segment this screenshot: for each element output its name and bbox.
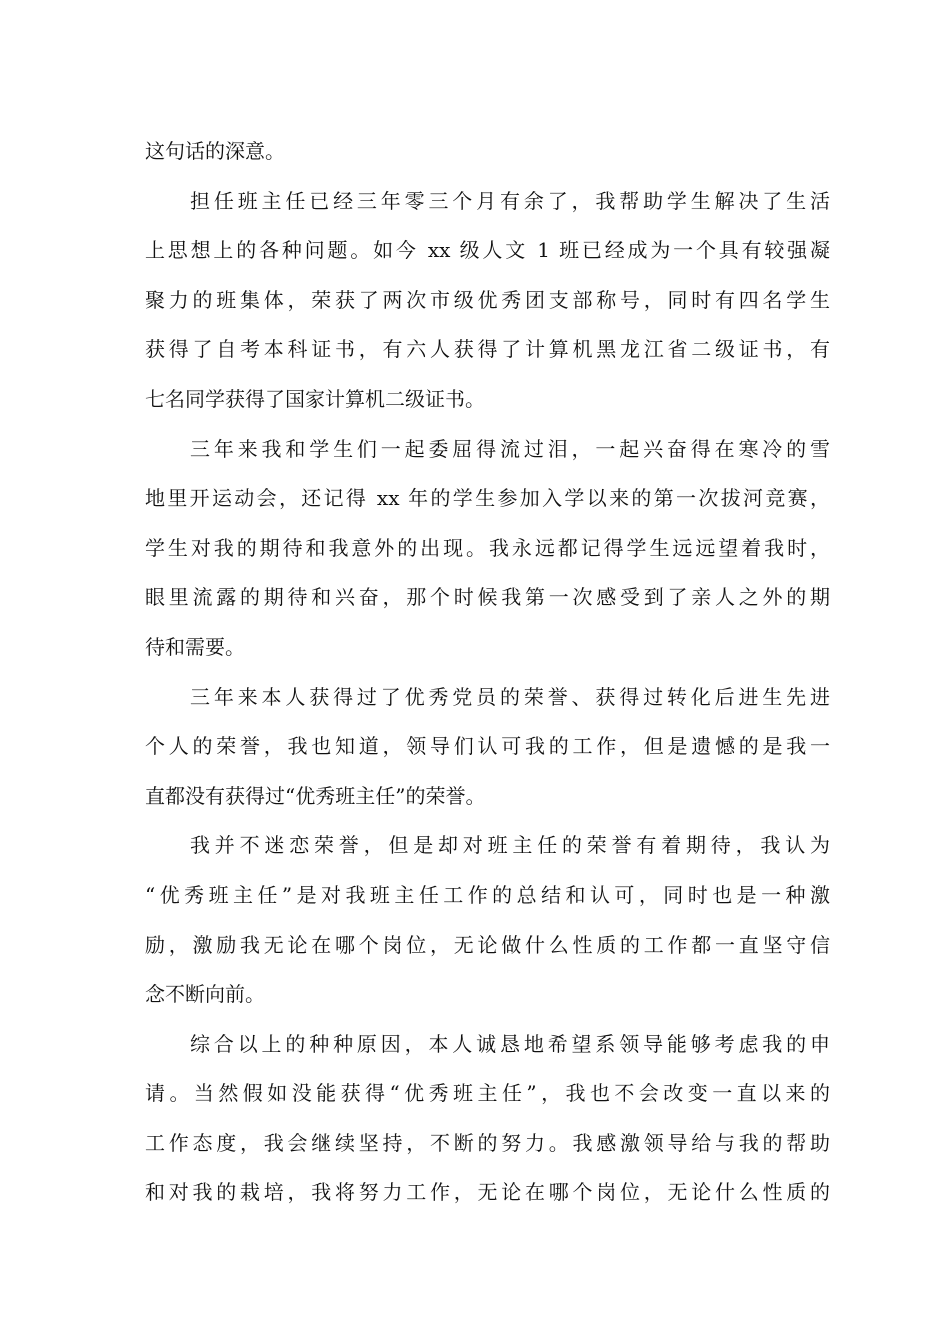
- text-line: 我并不迷恋荣誉，但是却对班主任的荣誉有着期待，我认为: [190, 833, 830, 858]
- text-line: 上思想上的各种问题。如今 xx 级人文 1 班已经成为一个具有较强凝: [145, 238, 830, 263]
- text-line: 聚力的班集体，荣获了两次市级优秀团支部称号，同时有四名学生: [145, 287, 830, 312]
- text-line: 工作态度，我会继续坚持，不断的努力。我感激领导给与我的帮助: [145, 1130, 830, 1155]
- text-line: 地里开运动会，还记得 xx 年的学生参加入学以来的第一次拔河竞赛，: [145, 486, 830, 511]
- text-line: 这句话的深意。: [145, 139, 285, 163]
- text-line: 眼里流露的期待和兴奋，那个时候我第一次感受到了亲人之外的期: [145, 585, 830, 610]
- text-line: 待和需要。: [145, 634, 245, 659]
- text-line: “优秀班主任”是对我班主任工作的总结和认可，同时也是一种激: [145, 882, 830, 907]
- paragraph: [145, 821, 830, 1019]
- text-line: 和对我的栽培，我将努力工作，无论在哪个岗位，无论什么性质的: [145, 1180, 830, 1205]
- text-line: 学生对我的期待和我意外的出现。我永远都记得学生远远望着我时，: [145, 535, 830, 560]
- text-line: 三年来本人获得过了优秀党员的荣誉、获得过转化后进生先进: [190, 684, 830, 709]
- paragraph: [145, 177, 830, 425]
- paragraph: [145, 425, 830, 673]
- text-line: 直都没有获得过“优秀班主任”的荣誉。: [145, 783, 486, 808]
- text-line: 三年来我和学生们一起委屈得流过泪，一起兴奋得在寒冷的雪: [190, 436, 830, 461]
- text-line: 念不断向前。: [145, 982, 265, 1007]
- text-line: 七名同学获得了国家计算机二级证书。: [145, 386, 485, 411]
- document-body: [145, 127, 830, 1218]
- text-line: 请。当然假如没能获得“优秀班主任”，我也不会改变一直以来的: [145, 1081, 830, 1106]
- paragraph: [145, 673, 830, 822]
- paragraph: [145, 127, 830, 177]
- text-line: 综合以上的种种原因，本人诚恳地希望系领导能够考虑我的申: [190, 1031, 830, 1056]
- text-line: 获得了自考本科证书，有六人获得了计算机黑龙江省二级证书，有: [145, 337, 830, 362]
- text-line: 励，激励我无论在哪个岗位，无论做什么性质的工作都一直坚守信: [145, 932, 830, 957]
- text-line: 担任班主任已经三年零三个月有余了，我帮助学生解决了生活: [190, 188, 830, 213]
- paragraph: [145, 1020, 830, 1218]
- text-line: 个人的荣誉，我也知道，领导们认可我的工作，但是遗憾的是我一: [145, 734, 830, 759]
